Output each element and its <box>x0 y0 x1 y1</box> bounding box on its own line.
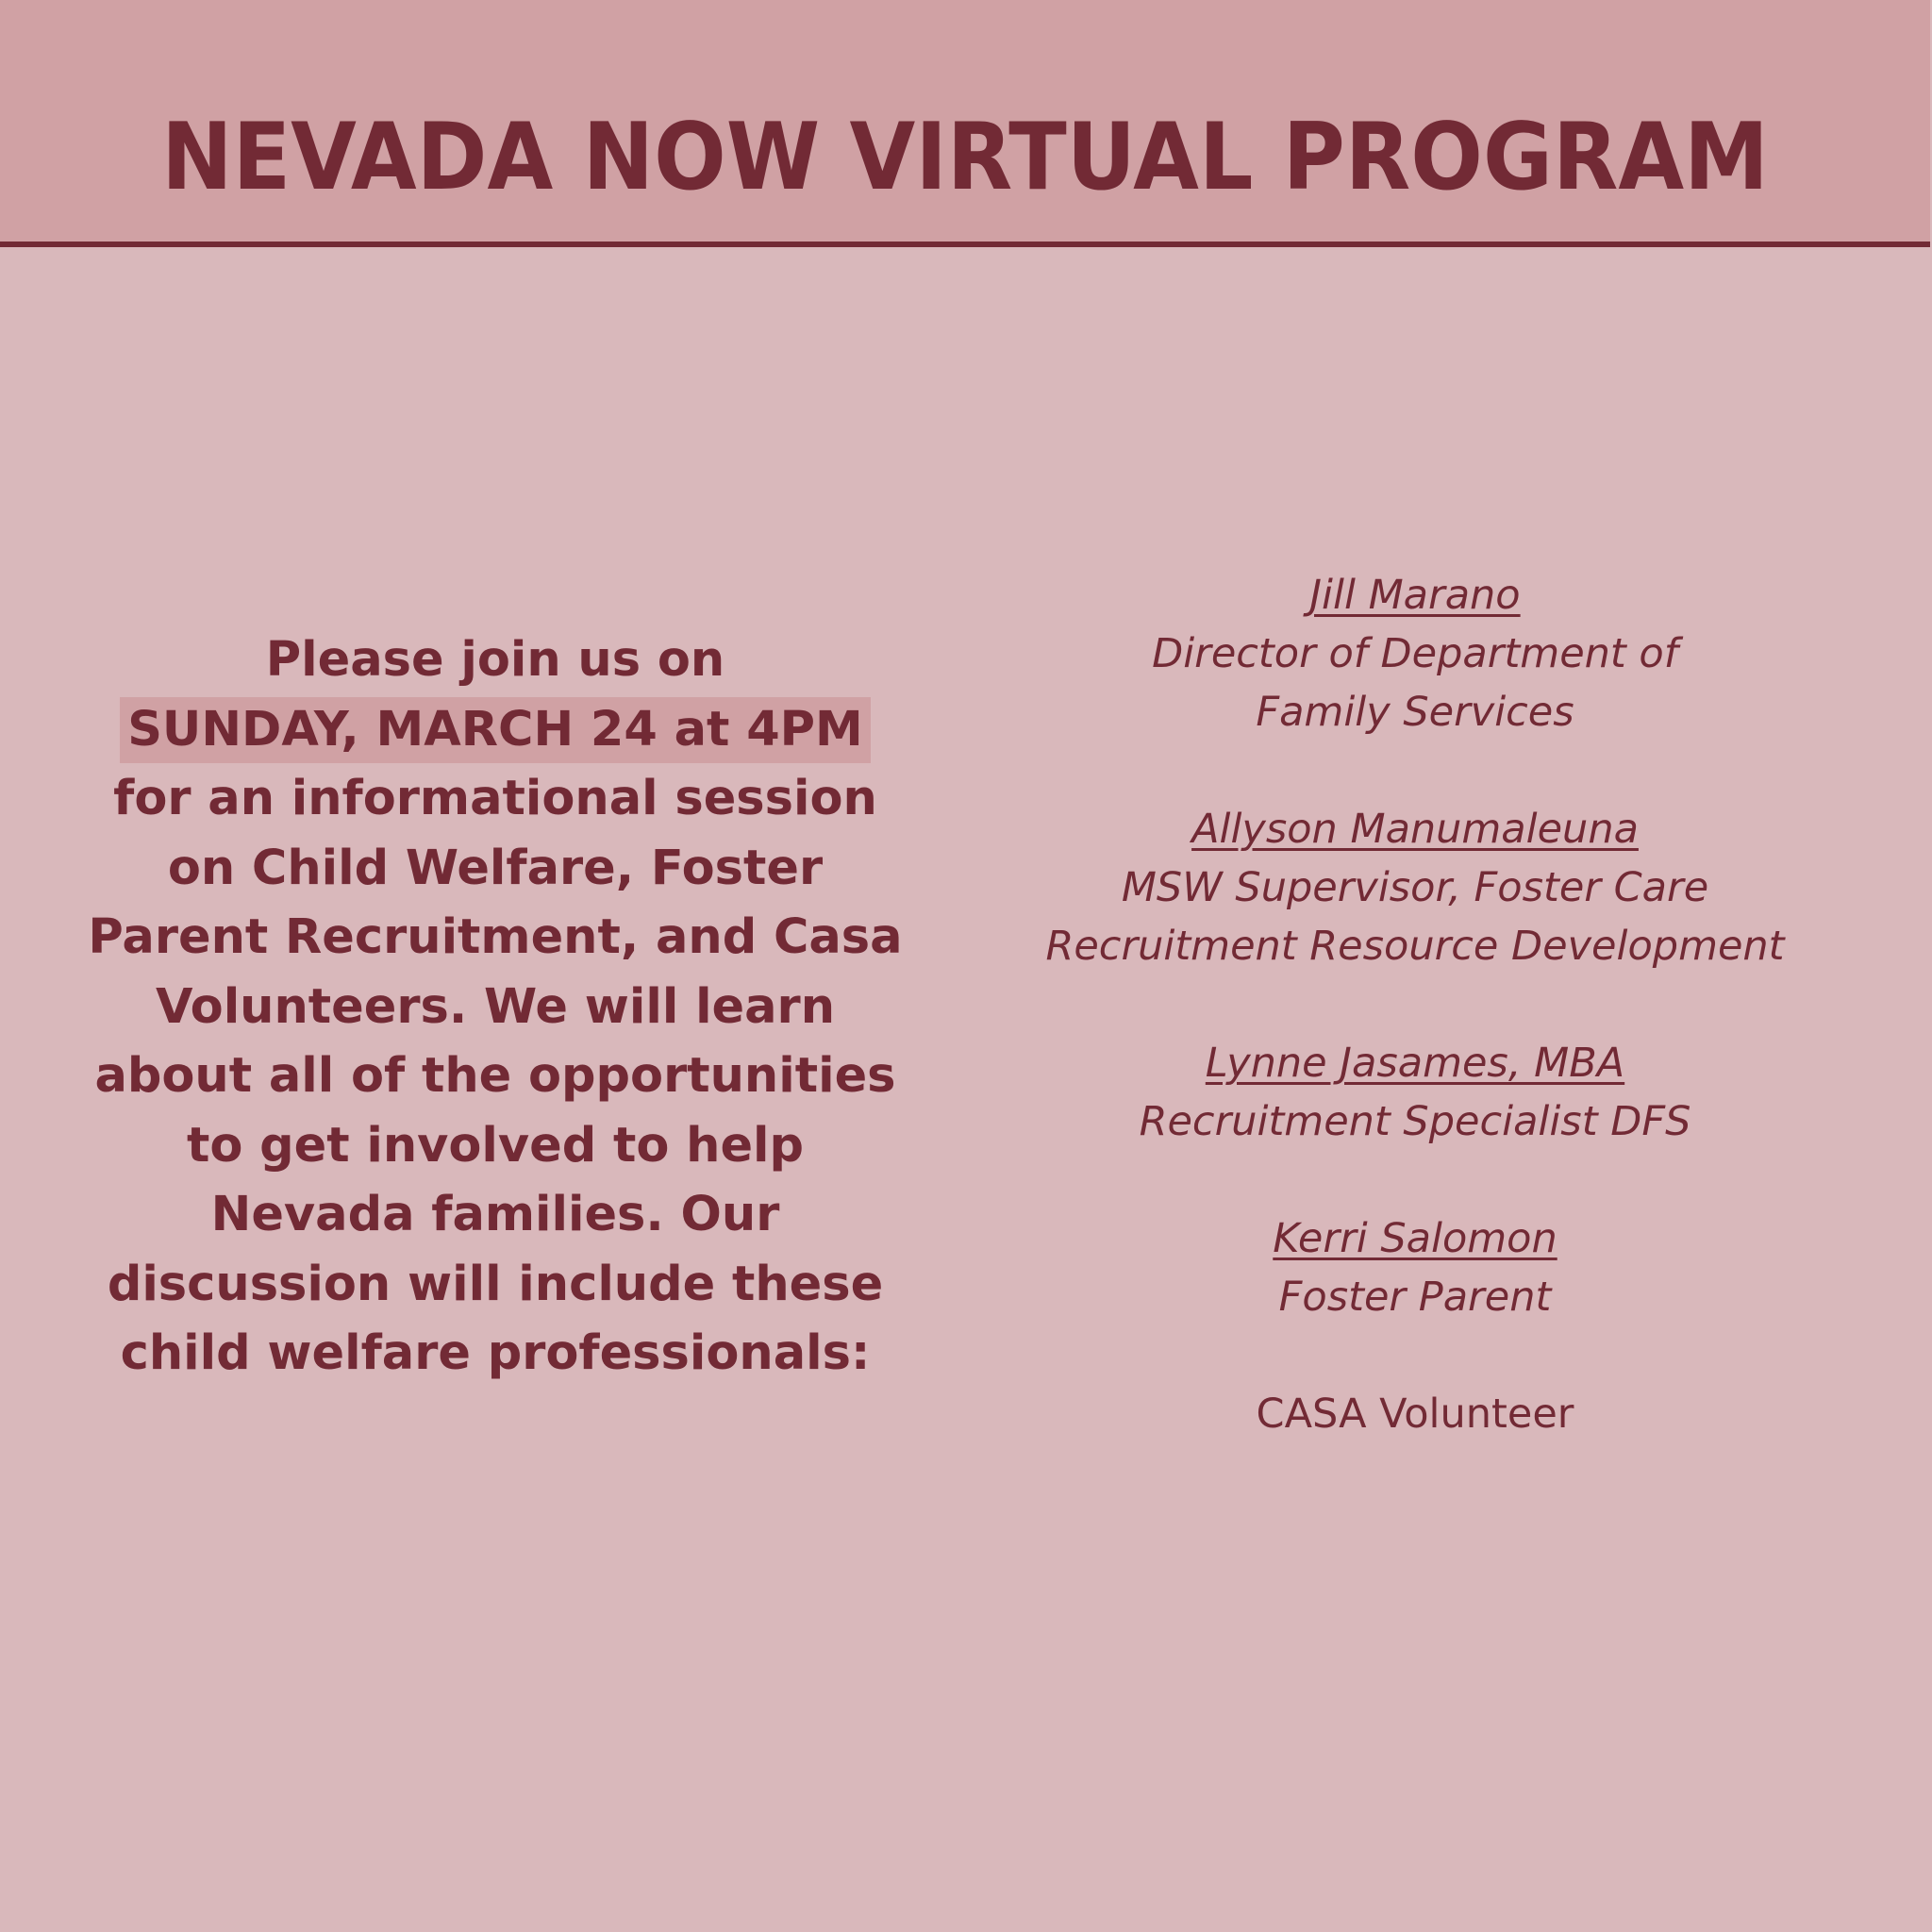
speaker-name: Jill Marano <box>1309 572 1521 619</box>
speaker-role: Recruitment Specialist DFS <box>1139 1098 1691 1145</box>
speaker-name: Kerri Salomon <box>1273 1215 1557 1262</box>
invitation-body-line: about all of the opportunities <box>94 1048 896 1104</box>
speaker-name: Allyson Manumaleuna <box>1191 806 1639 853</box>
speaker-kerri-salomon <box>1038 1209 1792 1326</box>
speaker-role: Director of Department of <box>1152 630 1678 677</box>
event-date-line <box>66 695 924 765</box>
speaker-role: Foster Parent <box>1278 1274 1552 1321</box>
speaker-role: Family Services <box>1256 689 1574 736</box>
invitation-body-line: for an informational session <box>113 771 877 826</box>
invitation-text <box>66 625 924 1389</box>
invitation-body-line: to get involved to help <box>186 1117 805 1174</box>
speaker-name: Lynne Jasames, MBA <box>1205 1040 1625 1087</box>
speaker-list <box>1038 566 1792 1443</box>
header-banner <box>0 0 1930 247</box>
speaker-lynne-jasames <box>1038 1034 1792 1151</box>
invitation-body-line: Volunteers. We will learn <box>155 978 836 1035</box>
invitation-body-line: on Child Welfare, Foster <box>167 840 824 896</box>
event-date-highlight: SUNDAY, MARCH 24 at 4PM <box>120 697 871 763</box>
invitation-body-line: Nevada families. Our <box>210 1187 780 1242</box>
speaker-allyson-manumaleuna <box>1038 800 1792 975</box>
speaker-jill-marano <box>1038 566 1792 741</box>
speaker-role: Recruitment Resource Development <box>1045 923 1785 970</box>
casa-volunteer: CASA Volunteer <box>1256 1391 1574 1438</box>
speaker-role: MSW Supervisor, Foster Care <box>1121 864 1709 911</box>
page-title: NEVADA NOW VIRTUAL PROGRAM <box>161 104 1769 211</box>
invitation-body-line: child welfare professionals: <box>120 1325 871 1381</box>
invitation-intro: Please join us on <box>265 632 725 688</box>
invitation-body-line: discussion will include these <box>107 1256 884 1312</box>
invitation-body-line: Parent Recruitment, and Casa <box>88 909 903 965</box>
